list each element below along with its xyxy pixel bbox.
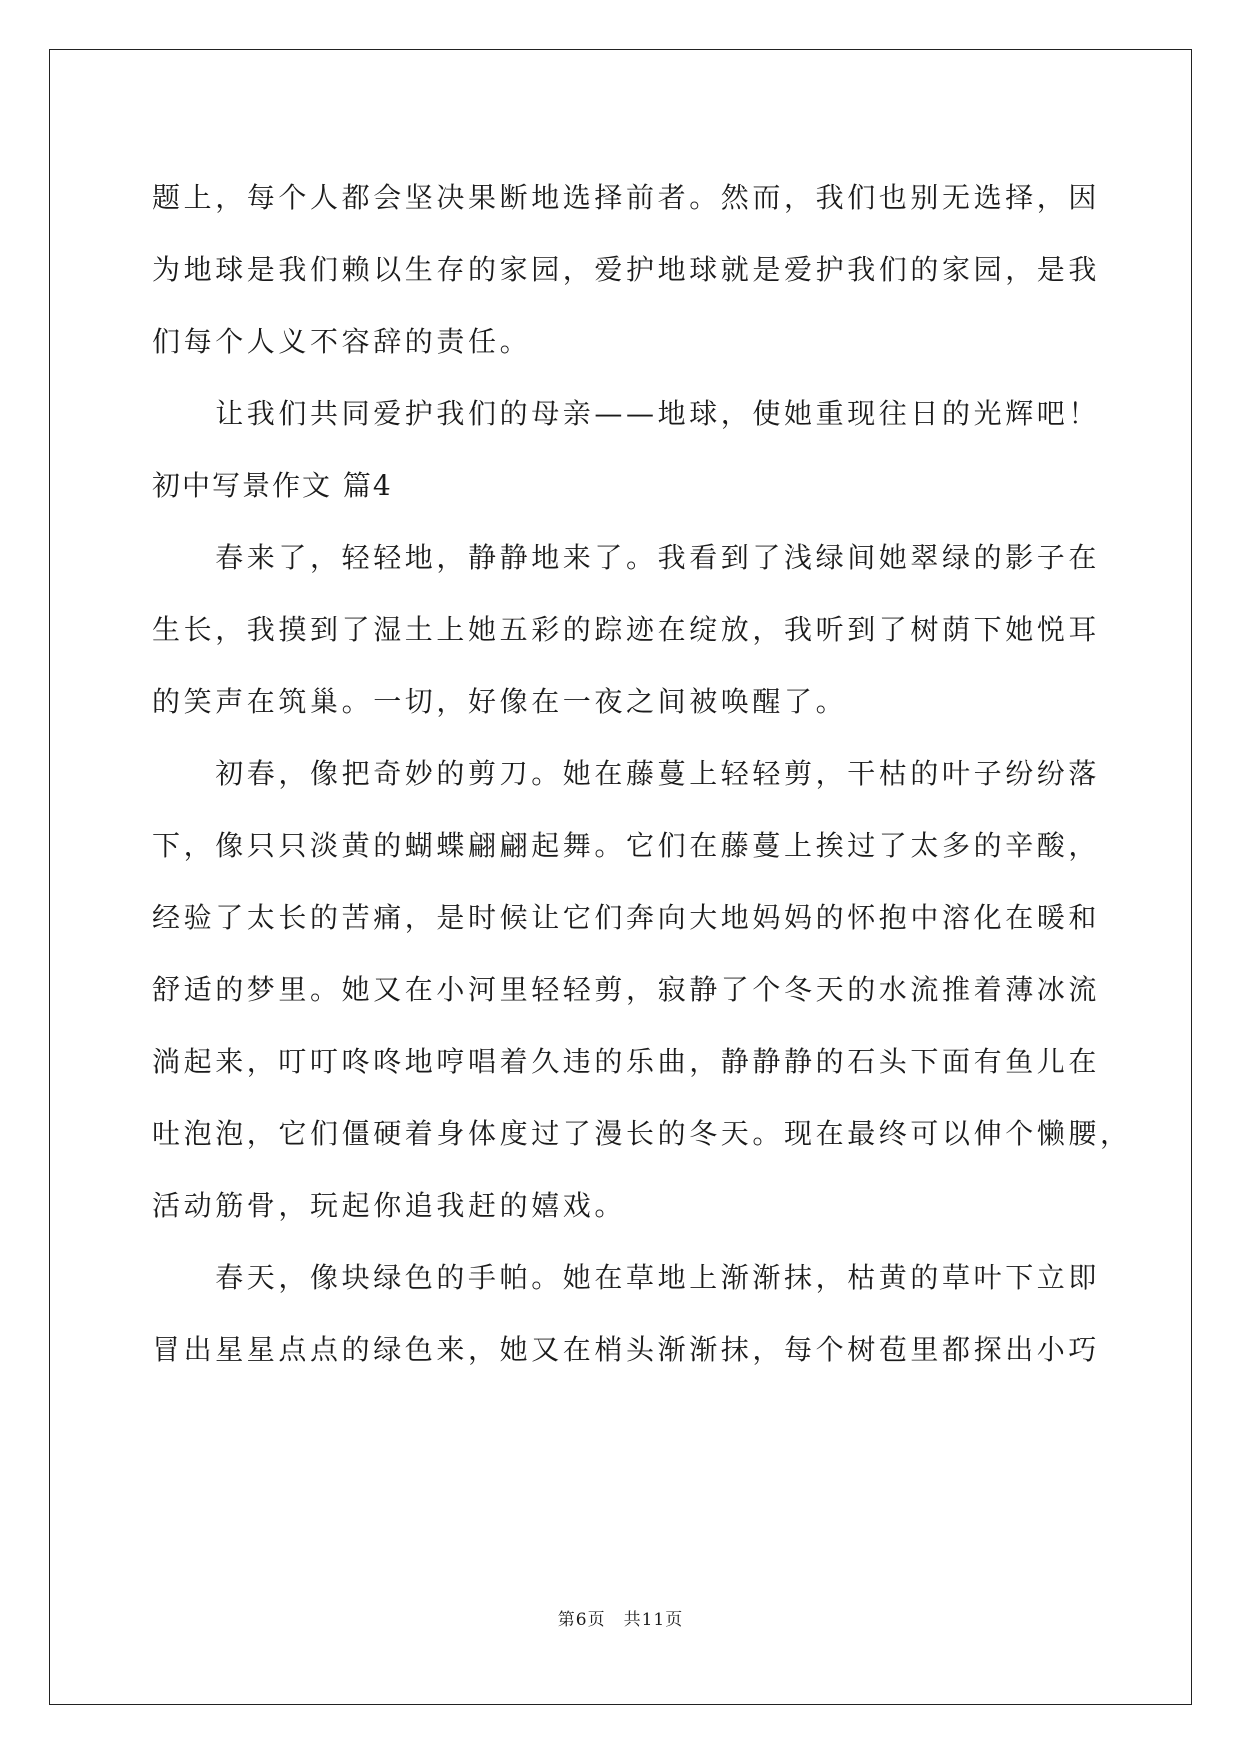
text-line: 淌起来，叮叮咚咚地哼唱着久违的乐曲，静静静的石头下面有鱼儿在 [152, 1045, 1101, 1078]
text-line: 初春，像把奇妙的剪刀。她在藤蔓上轻轻剪，干枯的叶子纷纷落 [152, 757, 1101, 790]
document-body [152, 162, 1132, 1386]
page-number: 第6页 共11页 [557, 1610, 684, 1630]
text-line: 吐泡泡，它们僵硬着身体度过了漫长的冬天。现在最终可以伸个懒腰， [152, 1117, 1132, 1150]
text-line: 的笑声在筑巢。一切，好像在一夜之间被唤醒了。 [152, 685, 848, 718]
text-line: 春来了，轻轻地，静静地来了。我看到了浅绿间她翠绿的影子在 [152, 541, 1101, 574]
text-line: 舒适的梦里。她又在小河里轻轻剪，寂静了个冬天的水流推着薄冰流 [152, 973, 1101, 1006]
text-line: 经验了太长的苦痛，是时候让它们奔向大地妈妈的怀抱中溶化在暖和 [152, 901, 1101, 934]
text-line: 春天，像块绿色的手帕。她在草地上渐渐抹，枯黄的草叶下立即 [152, 1261, 1101, 1294]
text-line: 题上，每个人都会坚决果断地选择前者。然而，我们也别无选择，因 [152, 181, 1101, 214]
section-heading: 初中写景作文 篇4 [152, 469, 393, 502]
text-line: 让我们共同爱护我们的母亲——地球，使她重现往日的光辉吧！ [152, 397, 1101, 430]
text-line: 下，像只只淡黄的蝴蝶翩翩起舞。它们在藤蔓上挨过了太多的辛酸， [152, 829, 1101, 862]
text-line: 冒出星星点点的绿色来，她又在梢头渐渐抹，每个树苞里都探出小巧 [152, 1333, 1101, 1366]
text-line: 为地球是我们赖以生存的家园，爱护地球就是爱护我们的家园，是我 [152, 253, 1101, 286]
text-line: 生长，我摸到了湿土上她五彩的踪迹在绽放，我听到了树荫下她悦耳 [152, 613, 1101, 646]
text-line: 们每个人义不容辞的责任。 [152, 325, 532, 358]
text-line: 活动筋骨，玩起你追我赶的嬉戏。 [152, 1189, 627, 1222]
